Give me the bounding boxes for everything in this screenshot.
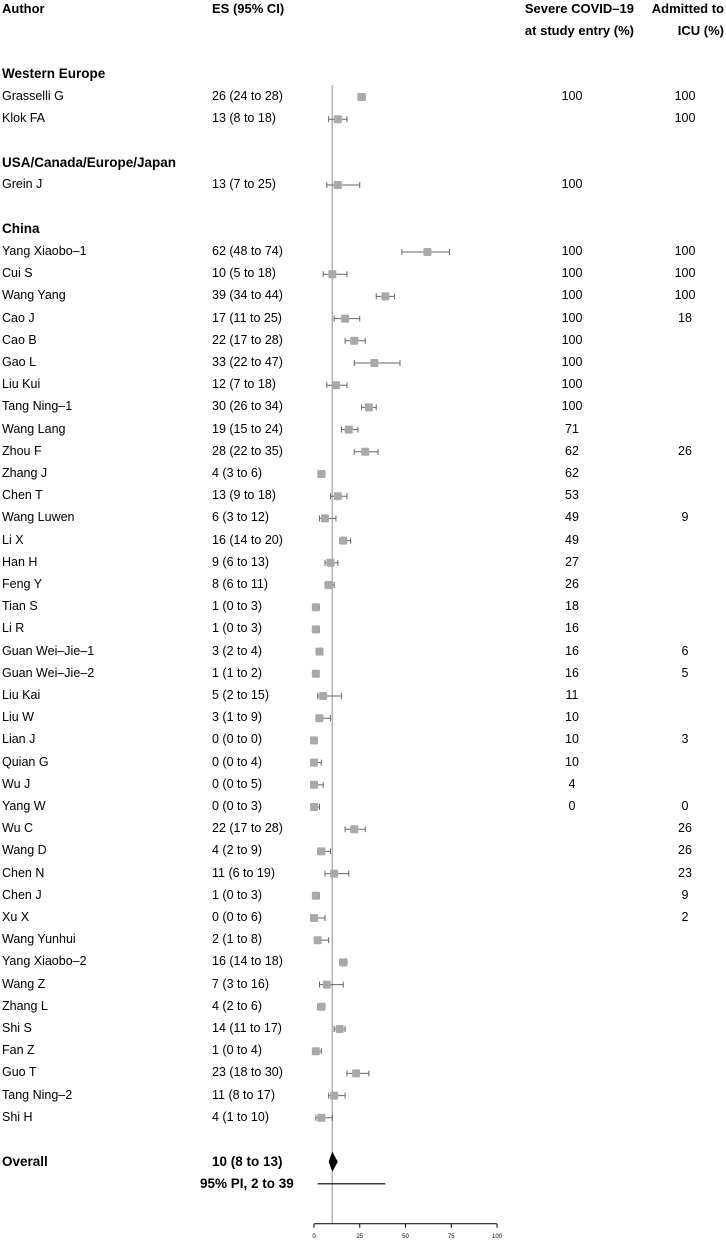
study-es-label: 14 (11 to 17) xyxy=(212,1021,282,1035)
study-es-label: 4 (2 to 9) xyxy=(212,843,263,858)
study-author: Wang Lang xyxy=(2,421,66,436)
study-author: Wu J xyxy=(2,776,31,791)
point-estimate xyxy=(310,914,318,922)
header-severe-line1: Severe COVID–19 xyxy=(524,1,634,16)
study-author: Yang Xiaobo–1 xyxy=(2,244,87,258)
study-es-label: 1 (1 to 2) xyxy=(212,665,263,680)
study-author: Liu Kai xyxy=(2,688,41,702)
header-es: ES (95% CI) xyxy=(212,1,285,16)
point-estimate xyxy=(365,403,373,411)
study-icu-value: 3 xyxy=(681,732,689,747)
study-author: Klok FA xyxy=(2,111,46,126)
point-estimate xyxy=(370,359,378,367)
study-severe-value: 62 xyxy=(565,443,579,458)
study-severe-value: 18 xyxy=(565,599,579,614)
study-es-label: 4 (3 to 6) xyxy=(212,466,263,480)
point-estimate xyxy=(336,1025,344,1033)
study-author: Guo T xyxy=(2,1065,37,1080)
study-es-label: 5 (2 to 15) xyxy=(212,688,269,702)
study-es-label: 1 (0 to 3) xyxy=(212,599,263,614)
study-es-label: 13 (9 to 18) xyxy=(212,488,276,503)
point-estimate xyxy=(423,248,431,256)
study-severe-value: 10 xyxy=(565,710,579,725)
study-author: Chen J xyxy=(2,887,42,902)
study-es-label: 22 (17 to 28) xyxy=(212,332,283,347)
study-author: Han H xyxy=(2,554,38,569)
point-estimate xyxy=(334,115,342,123)
study-es-label: 13 (7 to 25) xyxy=(212,177,276,191)
study-author: Wang Z xyxy=(2,976,46,991)
section-heading-we: Western Europe xyxy=(2,66,106,81)
study-es-label: 33 (22 to 47) xyxy=(212,355,283,369)
point-estimate xyxy=(321,514,329,522)
study-icu-value: 26 xyxy=(678,821,692,836)
point-estimate xyxy=(315,714,323,722)
header-icu-line2: ICU (%) xyxy=(677,23,724,38)
study-author: Shi H xyxy=(2,1109,33,1124)
study-severe-value: 100 xyxy=(561,244,583,258)
study-severe-value: 49 xyxy=(565,510,579,525)
study-es-label: 3 (1 to 9) xyxy=(212,710,263,725)
study-author: Shi S xyxy=(2,1021,32,1035)
study-icu-value: 9 xyxy=(681,887,689,902)
study-icu-value: 26 xyxy=(678,443,692,458)
study-icu-value: 100 xyxy=(674,111,696,126)
study-severe-value: 100 xyxy=(561,332,583,347)
point-estimate xyxy=(312,603,320,611)
point-estimate xyxy=(319,692,327,700)
study-icu-value: 100 xyxy=(674,244,696,258)
point-estimate xyxy=(334,492,342,500)
study-severe-value: 71 xyxy=(565,421,579,436)
section-heading-cn: China xyxy=(2,221,40,236)
point-estimate xyxy=(310,781,318,789)
point-estimate xyxy=(326,559,334,567)
study-icu-value: 2 xyxy=(681,910,689,924)
study-severe-value: 53 xyxy=(565,488,579,503)
study-es-label: 1 (0 to 4) xyxy=(212,1043,263,1058)
study-es-label: 26 (24 to 28) xyxy=(212,89,283,103)
study-es-label: 7 (3 to 16) xyxy=(212,976,269,991)
study-author: Feng Y xyxy=(2,577,43,591)
study-es-label: 23 (18 to 30) xyxy=(212,1065,283,1080)
study-icu-value: 18 xyxy=(678,310,692,325)
study-es-label: 11 (6 to 19) xyxy=(212,865,276,880)
study-author: Zhang L xyxy=(2,998,48,1013)
study-severe-value: 27 xyxy=(565,554,579,569)
study-es-label: 4 (1 to 10) xyxy=(212,1109,269,1124)
point-estimate xyxy=(350,825,358,833)
study-severe-value: 62 xyxy=(565,466,579,480)
study-author: Wang Yang xyxy=(2,288,66,303)
study-es-label: 0 (0 to 6) xyxy=(212,910,263,924)
study-es-label: 19 (15 to 24) xyxy=(212,421,283,436)
study-es-label: 17 (11 to 25) xyxy=(212,310,282,325)
study-severe-value: 49 xyxy=(565,532,579,547)
study-author: Guan Wei–Jie–2 xyxy=(2,665,95,680)
study-author: Zhou F xyxy=(2,443,42,458)
study-author: Tang Ning–1 xyxy=(2,399,73,414)
study-es-label: 4 (2 to 6) xyxy=(212,998,263,1013)
study-severe-value: 100 xyxy=(561,89,583,103)
point-estimate xyxy=(345,426,353,434)
study-es-label: 0 (0 to 0) xyxy=(212,732,263,747)
study-es-label: 30 (26 to 34) xyxy=(212,399,283,414)
study-author: Wang D xyxy=(2,843,47,858)
point-estimate xyxy=(325,581,333,589)
study-severe-value: 11 xyxy=(565,688,579,702)
study-es-label: 62 (48 to 74) xyxy=(212,244,283,258)
study-author: Liu Kui xyxy=(2,377,41,392)
study-es-label: 3 (2 to 4) xyxy=(212,643,263,658)
point-estimate xyxy=(310,759,318,767)
point-estimate xyxy=(312,1047,320,1055)
study-severe-value: 100 xyxy=(561,266,583,281)
study-author: Li X xyxy=(2,532,24,547)
x-tick-label: 75 xyxy=(447,1233,455,1240)
point-estimate xyxy=(352,1069,360,1077)
point-estimate xyxy=(339,537,347,545)
point-estimate xyxy=(317,470,325,478)
study-es-label: 16 (14 to 20) xyxy=(212,532,283,547)
study-es-label: 10 (5 to 18) xyxy=(212,266,276,281)
study-author: Liu W xyxy=(2,710,34,725)
study-severe-value: 0 xyxy=(568,799,576,813)
study-es-label: 0 (0 to 3) xyxy=(212,799,263,813)
point-estimate xyxy=(334,181,342,189)
study-severe-value: 100 xyxy=(561,377,583,392)
study-es-label: 12 (7 to 18) xyxy=(212,377,276,392)
x-tick-label: 0 xyxy=(312,1233,316,1240)
study-severe-value: 100 xyxy=(561,310,583,325)
study-es-label: 0 (0 to 5) xyxy=(212,776,263,791)
point-estimate xyxy=(323,981,331,989)
study-severe-value: 26 xyxy=(565,577,579,591)
study-severe-value: 100 xyxy=(561,355,583,369)
study-author: Gao L xyxy=(2,355,37,369)
study-es-label: 6 (3 to 12) xyxy=(212,510,269,525)
point-estimate xyxy=(317,1114,325,1122)
overall-label: Overall xyxy=(2,1153,48,1169)
study-icu-value: 9 xyxy=(681,510,689,525)
study-es-label: 1 (0 to 3) xyxy=(212,621,263,636)
point-estimate xyxy=(361,448,369,456)
study-author: Guan Wei–Jie–1 xyxy=(2,643,95,658)
study-severe-value: 10 xyxy=(565,732,579,747)
study-author: Li R xyxy=(2,621,25,636)
point-estimate xyxy=(381,292,389,300)
study-es-label: 11 (8 to 17) xyxy=(212,1087,276,1102)
study-es-label: 39 (34 to 44) xyxy=(212,288,283,303)
section-heading-ucej: USA/Canada/Europe/Japan xyxy=(2,155,177,170)
point-estimate xyxy=(315,648,323,656)
point-estimate xyxy=(330,1092,338,1100)
study-author: Yang Xiaobo–2 xyxy=(2,954,87,969)
study-severe-value: 16 xyxy=(565,643,579,658)
study-icu-value: 100 xyxy=(674,288,696,303)
study-icu-value: 23 xyxy=(678,865,692,880)
study-author: Cao J xyxy=(2,310,35,325)
study-icu-value: 26 xyxy=(678,843,692,858)
study-es-label: 8 (6 to 11) xyxy=(212,577,269,591)
study-author: Zhang J xyxy=(2,466,48,480)
study-severe-value: 10 xyxy=(565,754,579,769)
study-icu-value: 0 xyxy=(681,799,689,813)
x-tick-label: 50 xyxy=(402,1233,409,1240)
point-estimate xyxy=(350,337,358,345)
study-es-label: 28 (22 to 35) xyxy=(212,443,283,458)
study-author: Tang Ning–2 xyxy=(2,1087,73,1102)
point-estimate xyxy=(312,625,320,633)
study-es-label: 16 (14 to 18) xyxy=(212,954,283,969)
x-tick-label: 25 xyxy=(356,1233,364,1240)
point-estimate xyxy=(317,847,325,855)
point-estimate xyxy=(339,958,347,966)
study-author: Wu C xyxy=(2,821,34,836)
study-author: Xu X xyxy=(2,910,30,924)
point-estimate xyxy=(312,670,320,678)
point-estimate xyxy=(310,803,318,811)
point-estimate xyxy=(358,93,366,101)
study-severe-value: 16 xyxy=(565,621,579,636)
study-author: Grein J xyxy=(2,177,43,191)
study-author: Yang W xyxy=(2,799,46,813)
point-estimate xyxy=(328,270,336,278)
x-tick-label: 100 xyxy=(491,1233,503,1240)
study-es-label: 2 (1 to 8) xyxy=(212,932,263,947)
point-estimate xyxy=(330,870,338,878)
header-icu-line1: Admitted to xyxy=(651,1,724,16)
study-author: Chen T xyxy=(2,488,43,503)
study-icu-value: 100 xyxy=(674,266,696,281)
header-author: Author xyxy=(2,1,45,16)
study-es-label: 22 (17 to 28) xyxy=(212,821,283,836)
study-author: Cao B xyxy=(2,332,37,347)
study-severe-value: 100 xyxy=(561,399,583,414)
study-severe-value: 100 xyxy=(561,288,583,303)
study-es-label: 0 (0 to 4) xyxy=(212,754,263,769)
study-author: Grasselli G xyxy=(2,89,64,103)
header-severe-line2: at study entry (%) xyxy=(524,23,634,38)
point-estimate xyxy=(310,736,318,744)
study-icu-value: 100 xyxy=(674,89,696,103)
study-severe-value: 16 xyxy=(565,665,579,680)
study-severe-value: 4 xyxy=(568,776,576,791)
overall-es-label: 10 (8 to 13) xyxy=(212,1153,283,1169)
study-author: Chen N xyxy=(2,865,45,880)
prediction-interval-label: 95% PI, 2 to 39 xyxy=(200,1175,294,1191)
study-author: Lian J xyxy=(2,732,36,747)
study-icu-value: 5 xyxy=(681,665,689,680)
study-author: Tian S xyxy=(2,599,38,614)
point-estimate xyxy=(341,315,349,323)
study-author: Wang Yunhui xyxy=(2,932,76,947)
study-author: Fan Z xyxy=(2,1043,35,1058)
study-author: Wang Luwen xyxy=(2,510,75,525)
study-author: Cui S xyxy=(2,266,33,281)
point-estimate xyxy=(314,936,322,944)
point-estimate xyxy=(312,892,320,900)
overall-diamond xyxy=(329,1152,338,1172)
point-estimate xyxy=(332,381,340,389)
study-severe-value: 100 xyxy=(561,177,583,191)
study-author: Quian G xyxy=(2,754,49,769)
study-es-label: 1 (0 to 3) xyxy=(212,887,263,902)
point-estimate xyxy=(317,1003,325,1011)
study-es-label: 9 (6 to 13) xyxy=(212,554,269,569)
study-icu-value: 6 xyxy=(681,643,689,658)
study-es-label: 13 (8 to 18) xyxy=(212,111,276,126)
